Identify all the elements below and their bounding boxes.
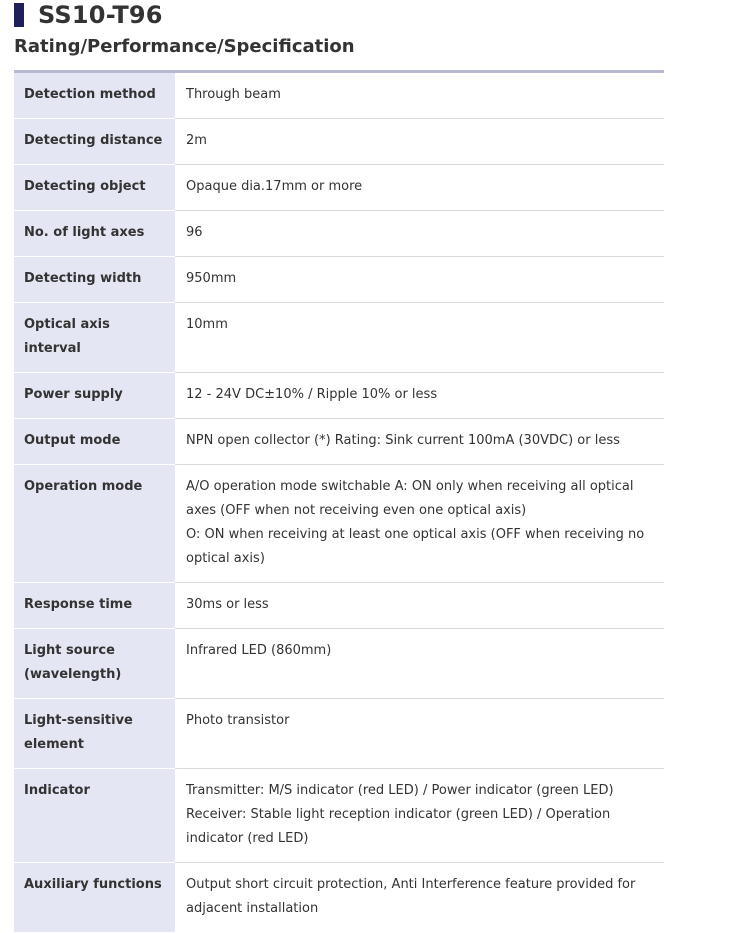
spec-row-optical-axis-interval: [14, 303, 664, 373]
section-title: Rating/Performance/Specification: [14, 36, 355, 57]
spec-label: Operation mode: [14, 465, 175, 583]
spec-value: NPN open collector (*) Rating: Sink current 100mA (30VDC) or less: [175, 419, 664, 465]
spec-label: Response time: [14, 583, 175, 629]
spec-label: Detecting distance: [14, 119, 175, 165]
spec-table: [14, 70, 664, 933]
spec-label: Auxiliary functions: [14, 863, 175, 933]
spec-value: 30ms or less: [175, 583, 664, 629]
spec-value: Output short circuit protection, Anti Interference feature provided for adjacent installation: [175, 863, 664, 933]
spec-value-line: Receiver: Stable light reception indicator (green LED) / Operation indicator (red LED): [186, 807, 611, 846]
spec-value: [175, 769, 664, 863]
spec-value: Through beam: [175, 72, 664, 119]
spec-label: Power supply: [14, 373, 175, 419]
spec-value: 10mm: [175, 303, 664, 373]
spec-value: Infrared LED (860mm): [175, 629, 664, 699]
spec-row-light-axes: [14, 211, 664, 257]
spec-value-line: A/O operation mode switchable A: ON only when receiving all optical axes (OFF when not receiving even one optical axis): [186, 479, 634, 518]
spec-value: [175, 465, 664, 583]
spec-label: Light-sensitive element: [14, 699, 175, 769]
spec-value: 96: [175, 211, 664, 257]
spec-value: 12 - 24V DC±10% / Ripple 10% or less: [175, 373, 664, 419]
spec-value: Opaque dia.17mm or more: [175, 165, 664, 211]
spec-row-indicator: [14, 769, 664, 863]
spec-value-line: O: ON when receiving at least one optical axis (OFF when receiving no optical axis): [186, 527, 645, 566]
spec-value-line: Transmitter: M/S indicator (red LED) / Power indicator (green LED): [186, 783, 614, 798]
spec-row-detecting-distance: [14, 119, 664, 165]
spec-label: Detecting object: [14, 165, 175, 211]
spec-row-output-mode: [14, 419, 664, 465]
spec-label: Detection method: [14, 72, 175, 119]
spec-row-detection-method: [14, 72, 664, 119]
spec-value: 2m: [175, 119, 664, 165]
spec-row-auxiliary-functions: [14, 863, 664, 933]
spec-row-detecting-object: [14, 165, 664, 211]
spec-label: No. of light axes: [14, 211, 175, 257]
spec-row-response-time: [14, 583, 664, 629]
product-title: SS10-T96: [38, 1, 163, 29]
spec-label: Light source (wavelength): [14, 629, 175, 699]
spec-value: 950mm: [175, 257, 664, 303]
spec-row-power-supply: [14, 373, 664, 419]
spec-label: Output mode: [14, 419, 175, 465]
title-accent-bar: [14, 3, 24, 27]
spec-label: Optical axis interval: [14, 303, 175, 373]
spec-label: Indicator: [14, 769, 175, 863]
spec-row-light-source: [14, 629, 664, 699]
spec-row-light-sensitive-element: [14, 699, 664, 769]
spec-label: Detecting width: [14, 257, 175, 303]
spec-row-operation-mode: [14, 465, 664, 583]
product-header: [14, 0, 163, 30]
spec-value: Photo transistor: [175, 699, 664, 769]
spec-row-detecting-width: [14, 257, 664, 303]
